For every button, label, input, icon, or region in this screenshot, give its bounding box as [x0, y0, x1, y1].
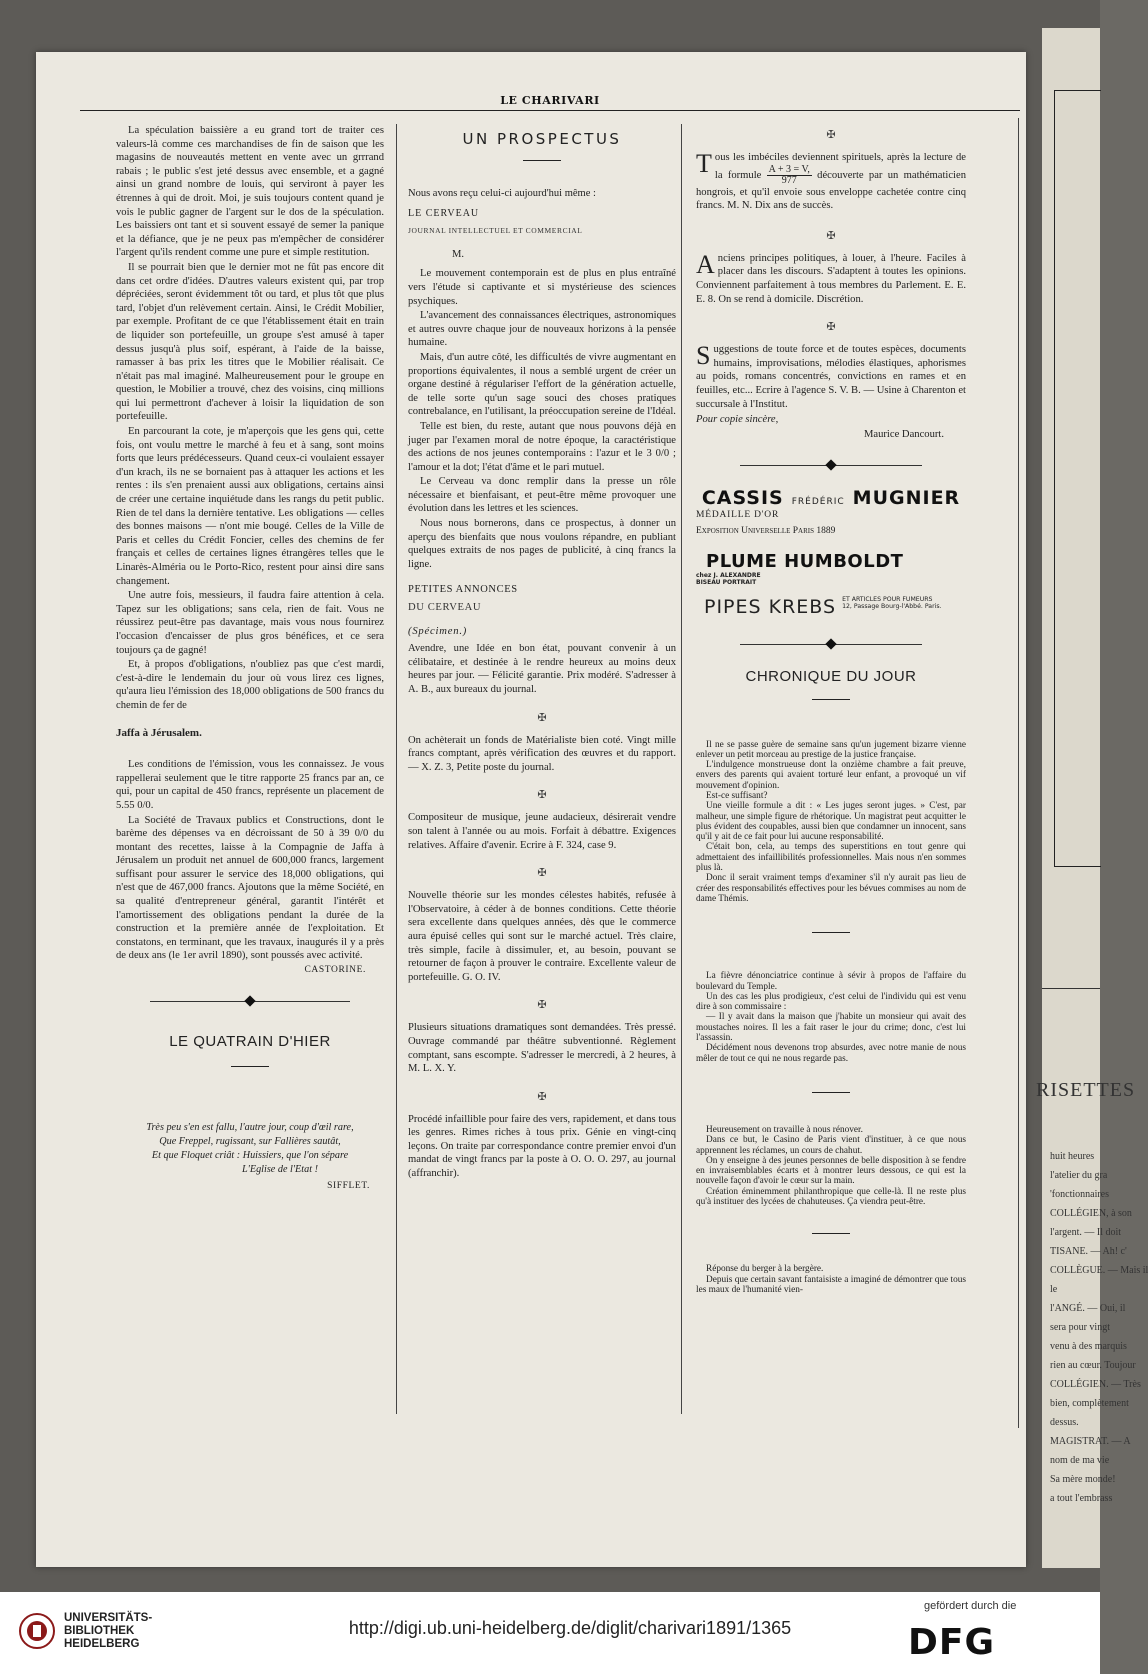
next-page-snippet: nom de ma vie	[1050, 1455, 1110, 1466]
university-name: UNIVERSITÄTS- BIBLIOTHEK HEIDELBERG	[64, 1612, 153, 1650]
column-divider	[681, 124, 682, 1414]
paragraph: Un des cas les plus prodigieux, c'est celui de l'individu qui est venu dire à son commissaire :	[696, 991, 966, 1013]
ad-separator: ✠	[537, 1090, 547, 1103]
medaille: MÉDAILLE D'OR	[696, 510, 780, 521]
paragraph: Création éminemment philanthropique que celle-là. Il ne reste plus qu'à instituer des lycées de chahuteuses. Ça viendra peut-être.	[696, 1186, 966, 1207]
verse-signature: SIFFLET.	[327, 1181, 370, 1192]
article-signature: CASTORINE.	[304, 965, 366, 976]
section-ornament	[150, 995, 350, 1009]
next-page-frame	[1054, 90, 1101, 867]
next-page-snippet: huit heures	[1050, 1151, 1095, 1162]
chronique-rule	[812, 1233, 850, 1234]
next-page-snippet: TISANE. — Ah! c'	[1050, 1246, 1127, 1257]
chronique-part-3	[696, 1125, 966, 1207]
paragraph: Donc il serait vraiment temps d'examiner s'il n'y aurait pas lieu de créer des responsabilités effectives pour les bévues commises au nom de dame Thémis.	[696, 873, 966, 904]
page-title: LE CHARIVARI	[500, 94, 600, 107]
next-page-snippet: l'atelier du gra	[1050, 1170, 1108, 1181]
next-page-rule	[1042, 988, 1100, 989]
paragraph: La Société de Travaux publics et Constructions, dont le barème des dépenses va en décroissant de 50 à 39 0/0 du montant des recettes, laisse à la Compagnie de Jaffa à Jérusalem un produit net annuel de 600,000 francs, largement suffisant pour assurer le service des 18,000 obligations, qui n'est que de 467,000 francs. Ajoutons que la même Société, en sa qualité d'entrepreneur général, garantit l'intérêt et l'amortissement des obligations pendant la durée de la construction et la première année de l'exploitation. Et constatons, en terminant, que les travaux, inaugurés il y a près de deux ans (le 1er avril 1890), sont poussés avec activité.	[116, 814, 384, 962]
ad-separator: ✠	[826, 321, 836, 334]
paragraph: La fièvre dénonciatrice continue à sévir à propos de l'affaire du boulevard du Temple.	[696, 971, 966, 992]
next-page-snippet: MAGISTRAT. — A	[1050, 1436, 1131, 1447]
paragraph: L'avancement des connaissances électriques, astronomiques et autres ouvre chaque jour de nouveaux horizons à la pensée humaine.	[408, 310, 676, 349]
small-ad: Compositeur de musique, jeune audacieux, désirerait vendre son talent à l'année ou au mois. Forfait à débattre. Exigences relatives. Affaire d'avenir. Ecrire à F. 324, case 9.	[408, 812, 676, 851]
next-page-snippet: COLLÈGUE. — Mais il	[1050, 1265, 1148, 1276]
advert-pipes: PIPES KREBS ET ARTICLES POUR FUMEURS 12, Passage Bourg-l'Abbé. Paris.	[704, 595, 942, 618]
chronique-rule	[812, 932, 850, 933]
annonces-subtitle: DU CERVEAU	[408, 602, 482, 614]
ad-separator: ✠	[537, 999, 547, 1012]
chronique-part-2	[696, 971, 966, 1064]
paragraph: Depuis que certain savant fantaisiste a imaginé de démontrer que tous les maux de l'humanité vien-	[696, 1274, 966, 1295]
section-ornament	[740, 459, 922, 473]
drop-cap: T	[696, 149, 712, 178]
title-rule	[812, 699, 850, 700]
paragraph: On y enseigne à des jeunes personnes de belle disposition à se fendre en invraisemblables écarts et à montrer leurs dessous, ce qui est la nouvelle façon d'avoir le cœur sur la main.	[696, 1155, 966, 1187]
paragraph: Mais, d'un autre côté, les difficultés de vivre augmentant en proportions équivalentes, il nous a semblé urgent de créer un organe destiné à régulariser l'effort de la génération actuelle, de telle sorte qu'un sage souci des choses pratiques contrebalance, en l'utilisant, la préoccupation sereine de l'Idéal.	[408, 351, 676, 418]
verse-line: Et que Floquet criât : Huissiers, que l'on sépare	[151, 1150, 349, 1162]
chronique-part-4	[696, 1264, 966, 1295]
verse-line: Que Freppel, rugissant, sur Fallières sautât,	[159, 1136, 341, 1148]
advert-cassis: CASSIS FRÉDÉRIC MUGNIER	[701, 487, 961, 510]
paragraph: Est-ce suffisant?	[706, 790, 768, 801]
column-divider	[396, 124, 397, 1414]
paragraph: L'indulgence monstrueuse dont la onzième chambre a fait preuve, envers des parents qui avaient torturé leur enfant, a provoqué un vif mouvement d'opinion.	[696, 760, 966, 791]
prospectus-body	[408, 267, 676, 571]
small-ad	[696, 343, 966, 411]
paragraph: Le mouvement contemporain est de plus en plus entraîné vers l'étude si captivante et si mystérieuse des sciences psychiques.	[408, 268, 676, 307]
next-page-snippet: dessus.	[1050, 1417, 1079, 1428]
small-ad: Tous les imbéciles deviennent spirituels, après la lecture de la formule $\frac{A + 3 = V,}{977}$ découverte par un mathématicien hongrois, et qu'il envoie sous enveloppe cachetée contre cinq francs. M. N. Dix ans de succès.	[696, 149, 966, 212]
paragraph: Réponse du berger à la bergère.	[706, 1264, 824, 1275]
paragraph: Une vieille formule a dit : « Les juges seront juges. » C'est, par malheur, une simple figure de rhétorique. Un magistrat peut acquitter le plus évident des coupables, aussi bien que condamner un innocent, sans qu'il y ait de ce fait pour lui aucune responsabilité.	[696, 801, 966, 843]
next-page-snippet: rien au cœur. Toujour	[1050, 1360, 1136, 1371]
ad-separator: ✠	[537, 789, 547, 802]
small-ad	[696, 249, 966, 306]
journal-name: LE CERVEAU	[408, 207, 480, 219]
page-header	[80, 90, 1020, 111]
small-ads	[408, 642, 676, 1180]
column-3	[696, 128, 966, 1295]
prospectus-title: UN PROSPECTUS	[462, 130, 622, 148]
verse-line: Très peu s'en est fallu, l'autre jour, coup d'œil rare,	[146, 1122, 354, 1134]
dfg-logo: DFG	[908, 1622, 996, 1663]
source-url-link[interactable]: http://digi.ub.uni-heidelberg.de/diglit/charivari1891/1365	[348, 1618, 792, 1638]
paragraph: Le Cerveau va donc remplir dans la presse un rôle nécessaire et bienfaisant, et peut-être même provoquer une évolution dans les lettres et les sciences.	[408, 476, 676, 515]
formula: $\frac{A + 3 = V,}{977}$	[768, 163, 810, 186]
title-rule	[231, 1066, 269, 1067]
salutation: M.	[452, 248, 465, 260]
ad-separator: ✠	[826, 129, 836, 141]
next-page-snippet: 'fonctionnaires	[1050, 1189, 1110, 1200]
paragraph: Décidément nous devenons trop absurdes, avec notre manie de nous mêler de tout ce qui ne nous regarde pas.	[696, 1043, 966, 1064]
small-ad: Nouvelle théorie sur les mondes célestes habités, refusée à l'Observatoire, à céder à de bonnes conditions. Cette théorie sera excellente dans quelques années, dès que le commerce aura épuisé celles qui sont sur le marché actuel. Très claire, très simple, facile à dissimuler, et, au besoin, pouvant se retourner de façon à prouver le contraire. Excellente valeur de portefeuille. G. O. IV.	[408, 890, 676, 983]
ad-separator: ✠	[826, 229, 836, 242]
chronique-part-1	[696, 740, 966, 905]
next-page-snippet: a tout l'embrass	[1050, 1493, 1113, 1504]
advert-plume: PLUME HUMBOLDT chez J. ALEXANDRE BISEAU PORTRAIT	[696, 550, 904, 586]
paragraph: Il se pourrait bien que le dernier mot ne fût pas encore dit dans cet ordre d'idées. D'autres valeurs existent qui, par trop dépréciées, seront évidemment tôt ou tard, et plus tôt que plus tard, l'objet d'un relèvement certain. Ainsi, le Crédit Mobilier, par exemple. Profitant de ce que l'établissement était en train de liquider son portefeuille, un groupe s'est amusé à taper dessus jusqu'à plus soif, espérant, à l'aide de la baisse, ramasser à bas prix les titres que le Mobilier réalisait. Ce n'était pas mal imaginé. Malheureusement pour le groupe en question, le Mobilier a trouvé, chez des voisins, cinq millions qui lui permettront d'achever à loisir la liquidation de son portefeuille.	[116, 261, 384, 423]
small-ad: Avendre, une Idée en bon état, pouvant convenir à un célibataire, et destinée à le rendre heureux au moins deux heures par jour. — Félicité garantie. Prix modéré. S'adresser à A. B., aux bureaux du journal.	[408, 643, 676, 695]
next-page-snippet: bien, complètement	[1050, 1398, 1129, 1409]
small-ad: Procédé infaillible pour faire des vers, rapidement, et dans tous les genres. Rimes riches à tous prix. Génie en vingt-cinq leçons. On traite par correspondance contre premier envoi d'un mandat de vingt francs par la poste à O. O. O. 297, au journal (affranchir).	[408, 1113, 676, 1180]
next-page-snippet: Sa mère monde!	[1050, 1474, 1116, 1485]
paragraph: En parcourant la cote, je m'aperçois que les gens qui, cette fois, ont voulu mettre le marché à feu et à sang, sont moins forts que leurs prédécesseurs. Quand ceux-ci voulaient essayer d'un krach, ils ne se bornaient pas à attaquer les actions et les rentes : ils s'en prenaient aussi aux obligations, certains ainsi de créer une certaine inquiétude dans les rangs du petit public. Rien de tel dans la dernière tentative. Les obligations — celles des bonnes maisons — n'ont mie bougé. Celles de la Ville de Paris et celles du Crédit Foncier, celles des chemins de fer français et celles de certaines lignes étrangères telles que le Linarès-Alméria ou le Porto-Rico, restent pour ainsi dire sans changement.	[116, 426, 384, 587]
paragraph: Il ne se passe guère de semaine sans qu'un jugement bizarre vienne enlever un petit morceau au prestige de la justice française.	[696, 739, 966, 760]
verse-line: L'Eglise de l'Etat !	[242, 1164, 318, 1176]
small-ad: On achèterait un fonds de Matérialiste bien coté. Vingt mille francs comptant, après vérification des œuvres et du rapport. — X. Z. 3, Petite poste du journal.	[408, 734, 676, 773]
paragraph: Nous nous bornerons, dans ce prospectus, à donner un aperçu des bienfaits que nous voulons répandre, en publiant quelques extraits de nos pages de publicité, à cinq francs la ligne.	[408, 518, 676, 570]
quatrain-verses	[116, 1121, 384, 1177]
ad-separator: ✠	[537, 711, 547, 724]
next-page-snippet: COLLÉGIEN, à son	[1050, 1208, 1132, 1219]
next-page-snippet: l'ANGÉ. — Oui, il	[1050, 1303, 1126, 1314]
chronique-title: CHRONIQUE DU JOUR	[745, 667, 917, 685]
next-page-snippet: l'argent. — Il doit	[1050, 1227, 1122, 1238]
paragraph: Telle est bien, du reste, autant que nous pouvons déjà en juger par l'examen moral de notre époque, la caractéristique des actions de nos jeunes contemporains : l'azur et le 3 0/0 ; l'amour et la dot; l'état d'âme et le pari mutuel.	[408, 420, 676, 473]
ad-separator: ✠	[537, 867, 547, 880]
exposition: Exposition Universelle Paris 1889	[696, 525, 836, 536]
paragraph: La spéculation baissière a eu grand tort de traiter ces valeurs-là comme ces marchandises de fin de saison que les magasins de nouveautés mettent en vente avec un grrrand rabais ; le public s'est jeté dessus avec ensemble, et a gagné ainsi un grand nombre de louis, qui serviront à payer les étrennes à qui de droit. Moi, je suis toujours content quand je vois le public gagner de l'argent sur le dos de la spéculation. Les baissiers ont tant et si souvent essayé de semer la panique et la défiance, que je ne peux pas m'empêcher de considérer l'argent qu'ils rendent comme une pure et simple restitution.	[116, 125, 384, 259]
article-subhead: Jaffa à Jérusalem.	[116, 726, 202, 739]
ad-text: nciens principes politiques, à louer, à l'heure. Faciles à placer dans les discours. S'adaptent à toutes les opinions. Conviennent parfaitement à tous membres du Parlement. E. E. E. 8. On se rend à domicile. Discrétion.	[696, 252, 966, 305]
next-page-heading: RISETTES	[1036, 1079, 1136, 1101]
prospectus-intro: Nous avons reçu celui-ci aujourd'hui même :	[408, 188, 596, 199]
university-seal-icon	[18, 1612, 56, 1650]
finance-article	[116, 124, 384, 713]
title-rule	[523, 160, 561, 161]
next-page-snippet: venu à des marquis	[1050, 1341, 1127, 1352]
next-page-snippet: COLLÉGIEN. — Très	[1050, 1379, 1141, 1390]
paragraph: — Il y avait dans la maison que j'habite un monsieur qui avait des moustaches noires. Il les a fait raser le jour du crime; donc, c'est lui l'assassin.	[696, 1012, 966, 1044]
drop-cap: S	[696, 341, 711, 371]
quatrain-title: LE QUATRAIN D'HIER	[169, 1033, 331, 1051]
section-ornament	[740, 638, 922, 652]
next-page-snippet: le	[1050, 1284, 1058, 1295]
funded-by-label: gefördert durch die	[924, 1600, 1017, 1612]
chronique-rule	[812, 1092, 850, 1093]
paragraph: Les conditions de l'émission, vous les connaissez. Je vous rappellerai seulement que le titre rapporte 25 francs par an, ce qui, pour un capital de 450 francs, représente un placement de 5.55 0/0.	[116, 759, 384, 811]
column-2	[408, 128, 676, 1182]
small-ad: Plusieurs situations dramatiques sont demandées. Très pressé. Ouvrage commandé par théâtre subventionné. Règlement comptant, sans escompte. S'adresser le mercredi, à 2 heures, à M. L. X. Y.	[408, 1022, 676, 1075]
footer-bar	[0, 1592, 1100, 1674]
ad1-text: ous les imbéciles deviennent spirituels, après la lecture de la formule	[714, 152, 966, 181]
paragraph: C'était bon, cela, au temps des superstitions en tout genre qui admettaient des infaillibilités professionnelles. Mais nous n'en sommes plus là.	[696, 842, 966, 874]
paragraph: Et, à propos d'obligations, n'oubliez pas que c'est mardi, c'est-à-dire le lendemain du jour où vous lirez ces lignes, qu'aura lieu l'émission des 18,000 obligations de 500 francs du chemin de fer de	[116, 659, 384, 711]
paragraph: Heureusement on travaille à nous rénover.	[706, 1124, 863, 1135]
drop-cap: A	[696, 249, 715, 279]
page-edge-rule	[1018, 118, 1019, 1428]
ad-text: uggestions de toute force et de toutes espèces, documents humains, improvisations, mélodies élastiques, aphorismes au poids, romans concentrés, convictions en rames et en feuilles, etc... Ecrire à l'agence S. V. B. — Usine à Charenton et succursale à l'Institut.	[696, 344, 966, 410]
paragraph: Dans ce but, le Casino de Paris vient d'instituer, à ce que nous apprennent les réclames, un cours de chahut.	[696, 1135, 966, 1156]
next-page-snippet: sera pour vingt	[1050, 1322, 1110, 1333]
copy-note: Pour copie sincère,	[696, 414, 779, 426]
copy-signature: Maurice Dancourt.	[863, 428, 944, 440]
column-1	[116, 124, 384, 1191]
paragraph: Une autre fois, messieurs, il faudra faire attention à cela. Tapez sur les obligations; sans cela, rien de fait. Vous ne réussirez peut-être pas davantage, mais vous nous fournirez l'occasion d'encaisser de plus gros bénéfices, et ce sera toujours ça de gagné!	[116, 590, 384, 656]
annonces-title: PETITES ANNONCES	[408, 584, 518, 596]
next-page-edge	[1036, 28, 1148, 1568]
specimen-label: (Spécimen.)	[408, 625, 468, 637]
finance-article-cont	[116, 758, 384, 963]
journal-subtitle: JOURNAL INTELLECTUEL ET COMMERCIAL	[408, 226, 583, 236]
